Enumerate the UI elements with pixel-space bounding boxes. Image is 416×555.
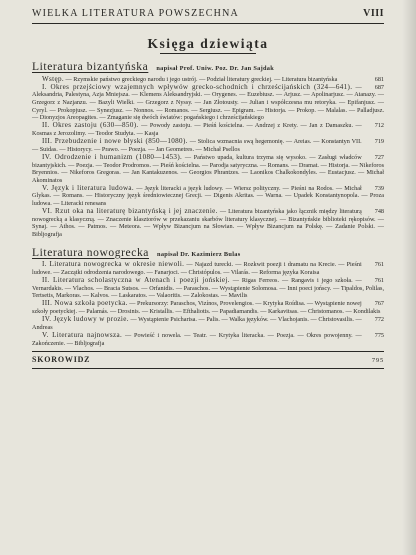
section-title: Literatura nowogrecka xyxy=(32,246,150,259)
page-edge-shadow xyxy=(402,0,416,555)
chapter-summary: — Wystąpienie Psicharisa. — Palis. — Walka języków. — Vlachojanis. — Christovasilis. — Andreas xyxy=(32,316,362,331)
chapter-summary: — Państwo upada, kultura trzyma się wysoko. — Zasługi władców bizantyjskich. — Poezja. — Teodor Prodromos. — Pieśń kościelna. — Parodja satyryczna. — Romans. — Dramat. — Historja. — Nikeforos Bryennios. — Nikeforos Gregoras. — Jan Kantakuzenos. — Georgios Phrantzes. — Laonikos Chalkokondyles. — Eustacjusz. — Michał Akominatos xyxy=(32,153,384,184)
chapter-summary: — Język literacki a język ludowy. — Wiersz polityczny. — Pieśni na Rodos. — Michał Glykas. — Romans. — Historyczny język średniowiecznej Grecji. — Digenis Akritas. — Warna. — Upadek Konstantynopola. — Proza ludowa. — Literacki renesans xyxy=(32,184,384,208)
chapter-entry[interactable] xyxy=(32,154,384,184)
chapter-entry[interactable] xyxy=(32,261,384,276)
chapter-page: 775 xyxy=(374,331,384,339)
chapter-page: 687 xyxy=(374,83,384,91)
chapter-entry[interactable] xyxy=(32,300,384,315)
book-title-text: Księga dziewiąta xyxy=(147,36,269,51)
chapter-page: 748 xyxy=(374,208,384,216)
chapter-title: V. Literatura najnowsza. xyxy=(42,330,123,339)
page-folio: VIII xyxy=(363,8,384,19)
chapter-page: 681 xyxy=(374,75,384,83)
chapter-entry[interactable] xyxy=(32,122,384,137)
chapter-summary: — Prekursorzy: Paraschos, Vizínos, Provelengios. — Krytyka Roídisa. — Wystąpienie nowej szkoły poetyckiej. — Palamás. — Drosinis. — Kristallis. — Efthaliotis. — Papadiamandis. — Karkavitsas. — Christomanos. — Kondilakis xyxy=(32,300,381,315)
chapter-summary: — Literatura bizantyńska jako łącznik między literaturą nowogrecką a klasyczną. — Znaczenie klasztorów w przekazaniu skarbów literatury klasycznej. — Bizantyńskie biblioteki rękopisów. — Synaj. — Athos. — Patmos. — Meteora. — Wpływ Bizancjum na Słowian. — Wpływ Bizancjum na Polskę. — Zadanie Polski. — Bibljografja xyxy=(32,208,384,239)
index-rule-top xyxy=(32,351,384,352)
chapter-title: III. Przebudzenie i nowe błyski (850—1080). xyxy=(42,137,188,146)
chapter-summary: — Najazd turecki. — Rozkwit poezji i dramatu na Krecie. — Pieśni ludowe. — Zaczątki odrodzenia narodowego. — Fanarjoci. — Christópulos. — Vilarás. — Reforma języka Koraisa xyxy=(32,261,362,276)
chapter-title: VI. Rzut oka na literaturę bizantyńską i jej znaczenie. xyxy=(42,207,218,216)
chapter-title: IV. Odrodzenie i humanizm (1080—1453). xyxy=(42,152,183,161)
section-heading xyxy=(32,60,384,75)
section-title: Literatura bizantyńska xyxy=(32,61,149,73)
chapter-entry[interactable] xyxy=(32,84,384,122)
chapter-title: Wstęp. xyxy=(42,74,64,83)
chapter-title: II. Literatura scholastyczna w Atenach i poezji jońskiej. xyxy=(42,276,230,284)
chapter-entry[interactable] xyxy=(32,185,384,208)
index-entry[interactable] xyxy=(32,355,384,364)
chapter-summary: — Powody zastoju. — Pieśń kościelna. — Andrzej z Krety. — Jan z Damaszku. — Kosmas z Jerozolimy. — Teodor Studyta. — Kasja xyxy=(32,122,362,137)
book-title-rule xyxy=(160,53,256,54)
chapter-entry[interactable] xyxy=(32,138,384,153)
running-head xyxy=(32,8,384,24)
chapter-page: 767 xyxy=(374,300,384,308)
chapter-entry[interactable] xyxy=(32,332,384,347)
chapter-title: V. Język i literatura ludowa. xyxy=(42,183,135,192)
chapter-title: I. Literatura nowogrecka w okresie niewoli. xyxy=(42,260,185,269)
chapter-summary: — Rigas Ferreos. — Rangavis i jego szkoła. — Vernardakis. — Vlachos. — Bracia Sutsos. — Orfanidis. — Paraschos. — Wystąpienie Solomosa. — Inni poeci jońscy. — Tipaldos, Polilas, Tertsetis, Markoras. — Kalvos. — Laskaratos. — Valaoritis. — Zalokostas. — Mavilis xyxy=(32,277,384,300)
chapter-page: 719 xyxy=(374,138,384,146)
chapter-page: 761 xyxy=(374,277,384,284)
chapter-page: 712 xyxy=(374,122,384,130)
chapter-title: II. Okres zastoju (630—850). xyxy=(42,121,139,130)
chapter-summary: — Stolica wzmacnia swą hegemonię. — Areias. — Konstantyn VII. — Suidas. — Historycy. — Prawo. — Poezja. — Jan Geometres. — Michał Psellos xyxy=(32,138,362,153)
section-author: napisał Prof. Uniw. Poz. Dr. Jan Sajdak xyxy=(156,65,275,72)
chapter-entry[interactable] xyxy=(32,277,384,300)
running-head-title: WIELKA LITERATURA POWSZECHNA xyxy=(32,8,239,19)
chapter-entry[interactable] xyxy=(32,316,384,331)
section-gap xyxy=(32,239,384,244)
chapter-page: 761 xyxy=(374,261,384,269)
chapter-title: IV. Język ludowy w prozie. xyxy=(42,315,129,324)
chapter-page: 772 xyxy=(374,316,384,324)
section-modern-greek xyxy=(32,246,384,348)
chapter-title: III. Nowa szkoła poetycka. xyxy=(42,299,128,308)
section-heading xyxy=(32,246,384,261)
chapter-title: I. Okres przejściowy wzajemnych wpływów grecko-schodnich i chrześcijańskich (324—641). xyxy=(42,82,353,91)
chapter-entry[interactable] xyxy=(32,208,384,238)
chapter-summary: — Powieść i nowela. — Teatr. — Krytyka literacka. — Poezja. — Okres powojenny. — Zakończenie. — Bibljografja xyxy=(32,331,362,347)
index-rule-bottom xyxy=(32,368,384,369)
chapter-page: 727 xyxy=(374,153,384,161)
index-page: 795 xyxy=(371,357,384,365)
index-label: SKOROWIDZ xyxy=(32,355,91,365)
chapter-summary: — Aleksandria, Palestyna, Azja Mniejsza. — Klemens Aleksandryjski. — Orygenes. — Euzebiusz. — Arjusz. — Apolinarjusz. — Atanazy. — Grzegorz z Nazjanzu. — Bazyli Wielki. — Grzegorz z Nyssy. — Jan Złotousty. — Julian i współczesna mu retoryka. — Epifanjusz. — Cyryl. — Prokopjusz. — Synezjusz. — Nonnos. — Romanos. — Sergiusz. — Epigram. — Historja. — Prokop. — Malalas. — Palladjusz. — Dionyzjos Areopagites. — Zmaganie się dwóch światów: pogańskiego i chrześcijańskiego xyxy=(32,83,384,122)
section-byzantine xyxy=(32,60,384,239)
chapter-page: 739 xyxy=(374,184,384,192)
book-title xyxy=(32,36,384,52)
chapter-summary: — Rzymskie państwo greckiego narodu i jego ustrój. — Podział literatury greckiej. — Literatura bizantyńska xyxy=(65,75,338,83)
section-author: napisał Dr. Kazimierz Bulas xyxy=(157,250,241,258)
